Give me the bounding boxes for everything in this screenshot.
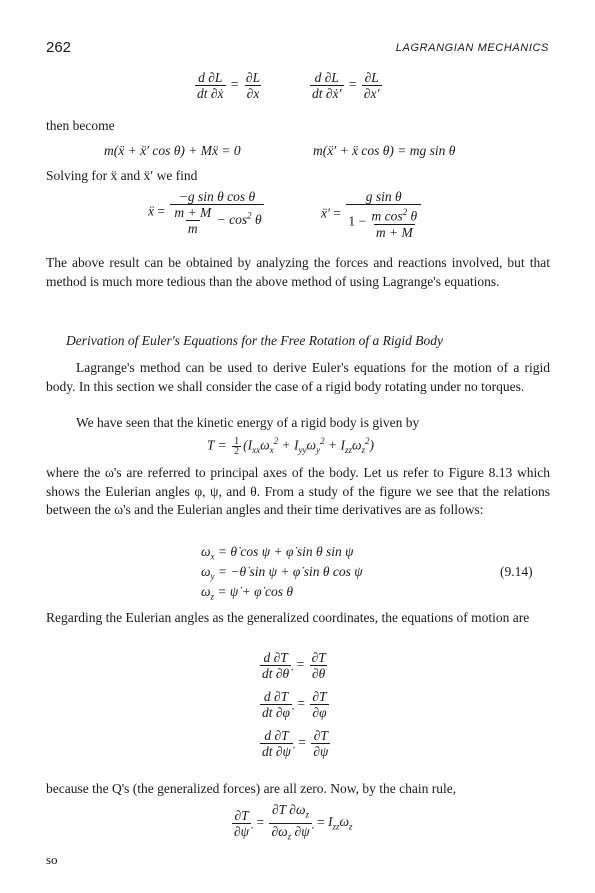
- equation-omega-x: $\omega_x$ = θ̇ cos ψ + φ̇ sin θ sin ψ: [201, 544, 354, 562]
- equation-lagrange-x: $\frac{d \partial L}{\text{dt ∂ẋ}}$ = $\frac{\partial L}{\partial x}$: [197, 70, 261, 101]
- paragraph-lagrange-method: Lagrange's method can be used to derive Euler's equations for the motion of a rigid body. In this section we shall consider the case of a rigid body rotating under no torques.: [46, 360, 550, 394]
- equation-omega-z: $\omega_z$ = ψ̇ + φ̇ cos θ: [201, 584, 294, 602]
- text-then-become: then become: [46, 118, 115, 133]
- footer-text: so: [46, 852, 58, 867]
- equation-motion-2: m(ẍ′ + ẍ cos θ) = mg sin θ: [313, 143, 456, 158]
- paragraph-generalized-coordinates: Regarding the Eulerian angles as the generalized coordinates, the equations of motion are: [46, 610, 530, 625]
- paragraph-eulerian-angles: where the ω's are referred to principal axes of the body. Let us refer to Figure 8.13 which shows the Eulerian angles φ, ψ, and θ. From a study of the figure we see that the relations between the ω's and the Eulerian angles and their time derivatives are as follows:: [46, 465, 550, 517]
- equation-chain-rule: $\frac{\partial T}{\partial\psi̇}$ = $\frac{\partial T \partial\omega_z}{\partial\omega_z \partial\psi̇}$ = $I_{zz}\omega_z$: [230, 802, 353, 844]
- equation-solution-x: ẍ = −g sin θ cos θ $\frac{m + M}{m}$ − $\cos^2 \theta$: [148, 189, 262, 236]
- equation-number: (9.14): [500, 564, 533, 579]
- page-number: 262: [46, 39, 72, 56]
- paragraph-chain-rule: because the Q's (the generalized forces) are all zero. Now, by the chain rule,: [46, 781, 457, 796]
- equation-euler-psi: $\frac{d \partial T}{dt \partial\psi̇}$ = $\frac{\partial T}{\partial\psi}$: [262, 728, 329, 759]
- equation-motion-1: m(ẍ + ẍ′ cos θ) + Mẍ = 0: [104, 143, 241, 158]
- equation-lagrange-x-prime: $\frac{d \partial L}{\text{dt ∂ẋ′}}$ = $\frac{\partial L}{\partial x'}$: [312, 70, 380, 101]
- text-solving: Solving for ẍ and ẍ′ we find: [46, 168, 198, 183]
- equation-euler-phi: $\frac{d \partial T}{dt \partial\varphi̇}$ = $\frac{\partial T}{\partial\varphi}$: [262, 689, 327, 720]
- paragraph-result: The above result can be obtained by analyzing the forces and reactions involved, but that method is much more tedious than the above method of using Lagrange's equations.: [46, 255, 550, 289]
- paragraph-kinetic-energy: We have seen that the kinetic energy of a rigid body is given by: [76, 415, 420, 430]
- equation-solution-x-prime: ẍ′ = g sin θ 1 − $\frac{m \cos^2 \theta}{m + M}$: [321, 189, 423, 240]
- running-title: LAGRANGIAN MECHANICS: [395, 42, 549, 54]
- equation-omega-y: $\omega_y$ = −θ̇ sin ψ + φ̇ sin θ cos ψ: [201, 564, 363, 582]
- section-heading: Derivation of Euler's Equations for the Free Rotation of a Rigid Body: [66, 333, 443, 348]
- equation-euler-theta: $\frac{d \partial T}{dt \partial\thetȧ}$ = $\frac{\partial T}{\partial\theta}$: [262, 650, 326, 681]
- equation-kinetic-energy: T = $\frac{1}{2}$ $(I_{xx}\omega_x^2 + I_{yy}\omega_y^2 + I_{zz}\omega_z^2)$: [207, 435, 375, 457]
